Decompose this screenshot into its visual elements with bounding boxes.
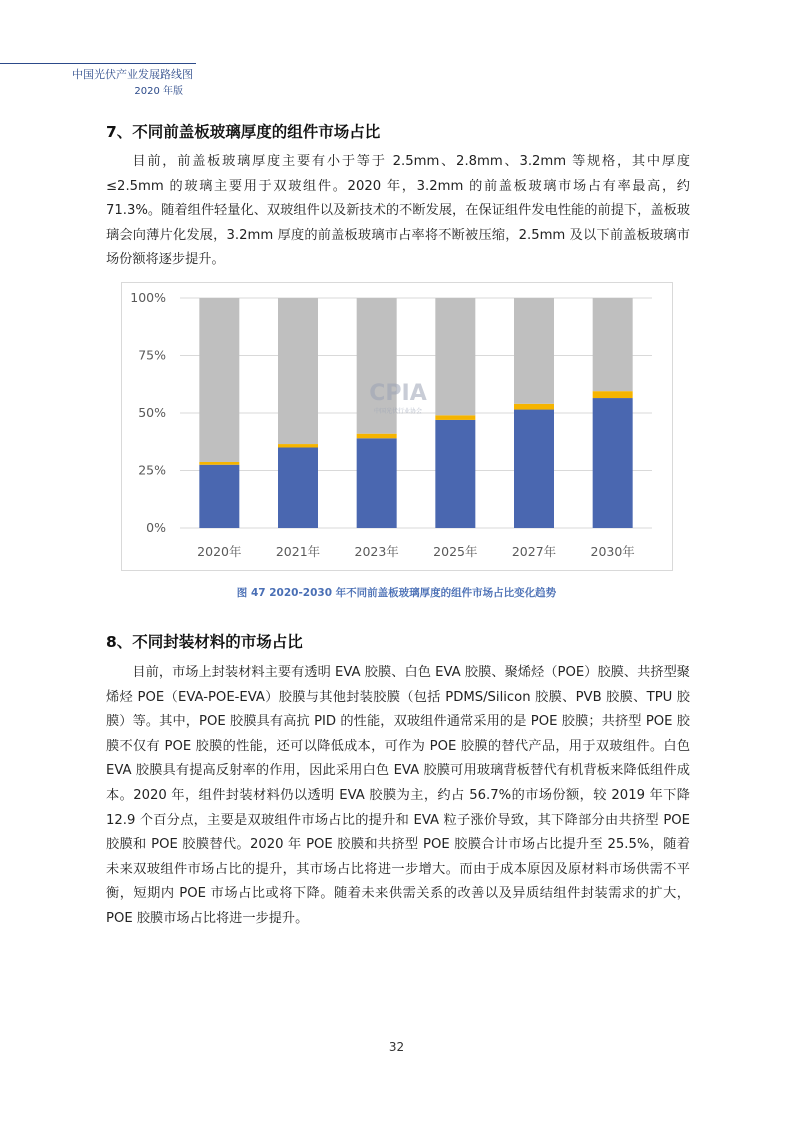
bar-segment <box>278 444 318 447</box>
bar-segment <box>199 465 239 528</box>
y-tick-label: 25% <box>138 462 166 478</box>
bar-segment <box>435 420 475 528</box>
header-rule <box>0 63 196 64</box>
section-8-paragraph: 目前，市场上封装材料主要有透明 EVA 胶膜、白色 EVA 胶膜、聚烯烃（POE）胶膜、共挤型聚烯烃 POE（EVA-POE-EVA）胶膜与其他封装胶膜（包括 PDMS/Silicon 胶膜、PVB 胶膜、TPU 胶膜）等。其中，POE 胶膜具有高抗 PID 的性能，双玻组件通常采用的是 POE 胶膜；共挤型 POE 胶膜不仅有 POE 胶膜的性能，还可以降低成本，可作为 POE 胶膜的替代产品，用于双玻组件。白色 EVA 胶膜具有提高反射率的作用，因此采用白色 EVA 胶膜可用玻璃背板替代有机背板来降低组件成本。2020 年，组件封装材料仍以透明 EVA 胶膜为主，约占 56.7%的市场份额，较 2019 年下降 12.9 个百分点，主要是双玻组件市场占比的提升和 EVA 粒子涨价导致，其下降部分由共挤型 POE 胶膜和 POE 胶膜替代。2020 年 POE 胶膜和共挤型 POE 胶膜合计市场占比提升至 25.5%，随着未来双玻组件市场占比的提升，其市场占比将进一步增大。而由于成本原因及原材料市场供需不平衡，短期内 POE 市场占比或将下降。随着未来供需关系的改善以及异质结组件封装需求的扩大，POE 胶膜市场占比将进一步提升。 <box>106 665 690 926</box>
bar-segment <box>357 434 397 439</box>
bar-segment <box>357 438 397 528</box>
bar-segment <box>435 298 475 415</box>
header-title: 中国光伏产业发展路线图 <box>72 68 193 81</box>
x-tick-label: 2020年 <box>197 544 242 559</box>
x-tick-label: 2027年 <box>511 544 557 559</box>
bar-segment <box>199 298 239 462</box>
bar-segment <box>593 298 633 391</box>
section-7-paragraph: 目前，前盖板玻璃厚度主要有小于等于 2.5mm、2.8mm、3.2mm 等规格，其中厚度≤2.5mm 的玻璃主要用于双玻组件。2020 年，3.2mm 的前盖板玻璃市场占有率最高，约 71.3%。随着组件轻量化、双玻组件以及新技术的不断发展，在保证组件发电性能的前提下，盖板玻璃会向薄片化发展，3.2mm 厚度的前盖板玻璃市占率将不断被压缩，2.5mm 及以下前盖板玻璃市场份额将逐步提升。 <box>106 154 690 268</box>
section-8-heading: 8、不同封装材料的市场占比 <box>106 633 303 651</box>
bar-segment <box>593 391 633 398</box>
watermark-logo: CPIA <box>369 381 427 406</box>
section-7-body <box>106 150 690 273</box>
section-8-body <box>106 661 690 932</box>
x-tick-label: 2025年 <box>433 544 478 559</box>
bar-segment <box>514 410 554 528</box>
figure-caption: 图 47 2020-2030 年不同前盖板玻璃厚度的组件市场占比变化趋势 <box>236 587 557 599</box>
x-tick-label: 2023年 <box>354 544 399 559</box>
y-tick-label: 100% <box>130 290 166 305</box>
y-tick-label: 0% <box>146 520 166 535</box>
bar-segment <box>278 298 318 444</box>
stacked-bar-chart <box>121 282 673 571</box>
page-number: 32 <box>388 1040 405 1054</box>
x-tick-label: 2030年 <box>590 544 635 559</box>
section-7-heading: 7、不同前盖板玻璃厚度的组件市场占比 <box>106 123 381 141</box>
header-subtitle: 2020 年版 <box>134 86 183 97</box>
y-tick-label: 50% <box>138 405 166 420</box>
bar-segment <box>514 404 554 410</box>
bar-segment <box>593 398 633 528</box>
bar-segment <box>514 298 554 404</box>
y-tick-label: 75% <box>138 347 166 363</box>
bar-segment <box>199 462 239 465</box>
bar-segment <box>278 448 318 529</box>
chart-canvas <box>122 283 672 570</box>
bar-segment <box>435 415 475 420</box>
watermark-subtext: 中国光伏行业协会 <box>373 408 423 415</box>
x-tick-label: 2021年 <box>275 544 321 559</box>
